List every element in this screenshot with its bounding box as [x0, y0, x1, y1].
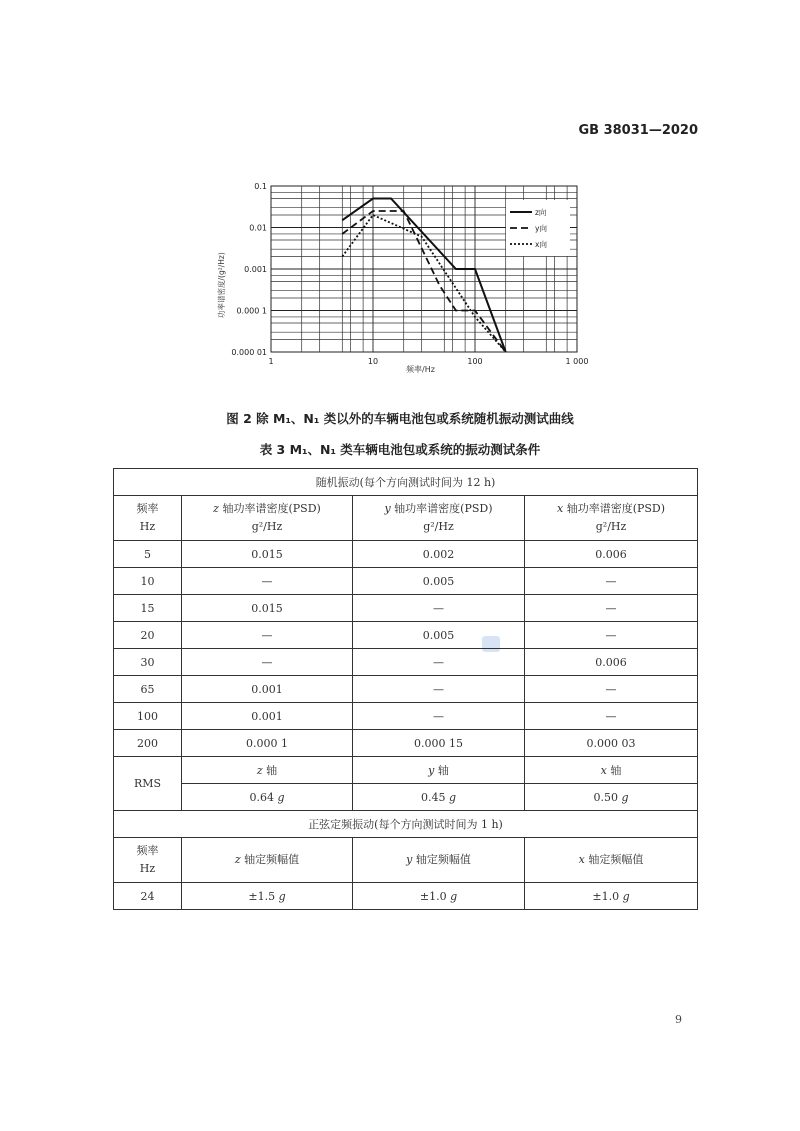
x-tick-label: 100 [467, 357, 483, 366]
z-psd-header [182, 496, 353, 541]
rms-x-axis: x 轴 [525, 757, 698, 784]
row-frequency: 5 [114, 541, 182, 568]
y-sine-value: ±1.0 g [353, 883, 525, 910]
rms-y-axis: y 轴 [353, 757, 525, 784]
sine-section-row [114, 811, 698, 838]
y-psd-label: 轴功率谱密度(PSD) [390, 502, 493, 515]
z-sine-header: z 轴定频幅值 [182, 838, 353, 883]
legend-label: y向 [535, 224, 547, 233]
y-psd-value: 0.002 [353, 541, 525, 568]
y-psd-unit: g²/Hz [423, 520, 454, 533]
psd-data-row [114, 541, 698, 568]
psd-data-row [114, 676, 698, 703]
x-psd-value: 0.000 03 [525, 730, 698, 757]
psd-data-row [114, 730, 698, 757]
random-section-row [114, 469, 698, 496]
y-tick-label: 0.000 01 [231, 348, 267, 357]
z-axis-symbol: z [213, 502, 219, 515]
random-section-title: 随机振动(每个方向测试时间为 12 h) [114, 469, 698, 496]
vibration-test-table [113, 468, 698, 910]
z-psd-value: 0.015 [182, 595, 353, 622]
y-psd-value: 0.005 [353, 622, 525, 649]
y-psd-value: — [353, 595, 525, 622]
y-psd-value: — [353, 649, 525, 676]
y-sine-header: y 轴定频幅值 [353, 838, 525, 883]
z-psd-value: — [182, 649, 353, 676]
x-psd-value: — [525, 568, 698, 595]
page-number: 9 [675, 1013, 682, 1026]
chart-legend [506, 200, 570, 256]
psd-data-row [114, 622, 698, 649]
psd-data-row [114, 568, 698, 595]
x-tick-label: 1 000 [565, 357, 589, 366]
rms-value-row [114, 784, 698, 811]
z-psd-value: 0.015 [182, 541, 353, 568]
y-tick-label: 0.001 [244, 265, 267, 274]
sine-value-row [114, 883, 698, 910]
z-psd-label: 轴功率谱密度(PSD) [218, 502, 321, 515]
rms-label: RMS [114, 757, 182, 811]
rms-z-value: 0.64 g [182, 784, 353, 811]
rms-x-value: 0.50 g [525, 784, 698, 811]
sine-freq: 24 [114, 883, 182, 910]
sine-freq-header: 频率 Hz [114, 838, 182, 883]
legend-label: z向 [535, 208, 547, 217]
row-frequency: 15 [114, 595, 182, 622]
x-psd-value: — [525, 622, 698, 649]
x-psd-header [525, 496, 698, 541]
y-axis-label: 功率谱密度/(g²/Hz) [217, 252, 226, 318]
x-psd-value: — [525, 595, 698, 622]
rms-z-axis: z 轴 [182, 757, 353, 784]
freq-header [114, 496, 182, 541]
x-psd-value: 0.006 [525, 649, 698, 676]
row-frequency: 65 [114, 676, 182, 703]
z-psd-value: — [182, 622, 353, 649]
z-psd-value: 0.001 [182, 676, 353, 703]
legend-label: x向 [535, 240, 547, 249]
x-psd-unit: g²/Hz [595, 520, 627, 533]
y-psd-value: — [353, 703, 525, 730]
y-psd-header [353, 496, 525, 541]
psd-chart [0, 0, 800, 400]
x-sine-header: x 轴定频幅值 [525, 838, 698, 883]
x-tick-label: 10 [367, 357, 379, 366]
row-frequency: 20 [114, 622, 182, 649]
psd-data-row [114, 649, 698, 676]
z-psd-value: — [182, 568, 353, 595]
x-psd-value: — [525, 703, 698, 730]
rms-axis-row [114, 757, 698, 784]
x-axis-label: 频率/Hz [406, 365, 435, 374]
y-axis-symbol: y [384, 502, 391, 515]
freq-header-unit: Hz [139, 520, 156, 533]
psd-data-row [114, 595, 698, 622]
table-caption: 表 3 M₁、N₁ 类车辆电池包或系统的振动测试条件 [259, 442, 541, 457]
psd-header-row [114, 496, 698, 541]
y-tick-label: 0.000 1 [236, 306, 267, 316]
z-psd-unit: g²/Hz [251, 520, 283, 533]
y-psd-value: 0.000 15 [353, 730, 525, 757]
y-psd-value: 0.005 [353, 568, 525, 595]
row-frequency: 100 [114, 703, 182, 730]
x-tick-label: 1 [268, 357, 274, 366]
y-tick-label: 0.01 [249, 223, 267, 233]
x-psd-value: — [525, 676, 698, 703]
x-psd-value: 0.006 [525, 541, 698, 568]
x-psd-label: 轴功率谱密度(PSD) [563, 502, 666, 515]
y-psd-value: — [353, 676, 525, 703]
row-frequency: 30 [114, 649, 182, 676]
z-sine-value: ±1.5 g [182, 883, 353, 910]
rms-y-value: 0.45 g [353, 784, 525, 811]
figure-caption: 图 2 除 M₁、N₁ 类以外的车辆电池包或系统随机振动测试曲线 [226, 411, 574, 426]
x-sine-value: ±1.0 g [525, 883, 698, 910]
z-psd-value: 0.000 1 [182, 730, 353, 757]
sine-section-title: 正弦定频振动(每个方向测试时间为 1 h) [114, 811, 698, 838]
freq-header-label: 频率 [136, 502, 159, 515]
sine-header-row [114, 838, 698, 883]
z-psd-value: 0.001 [182, 703, 353, 730]
x-axis-symbol: x [556, 502, 564, 515]
y-tick-label: 0.1 [254, 182, 267, 191]
row-frequency: 10 [114, 568, 182, 595]
psd-data-row [114, 703, 698, 730]
standard-number: GB 38031—2020 [578, 123, 698, 138]
row-frequency: 200 [114, 730, 182, 757]
